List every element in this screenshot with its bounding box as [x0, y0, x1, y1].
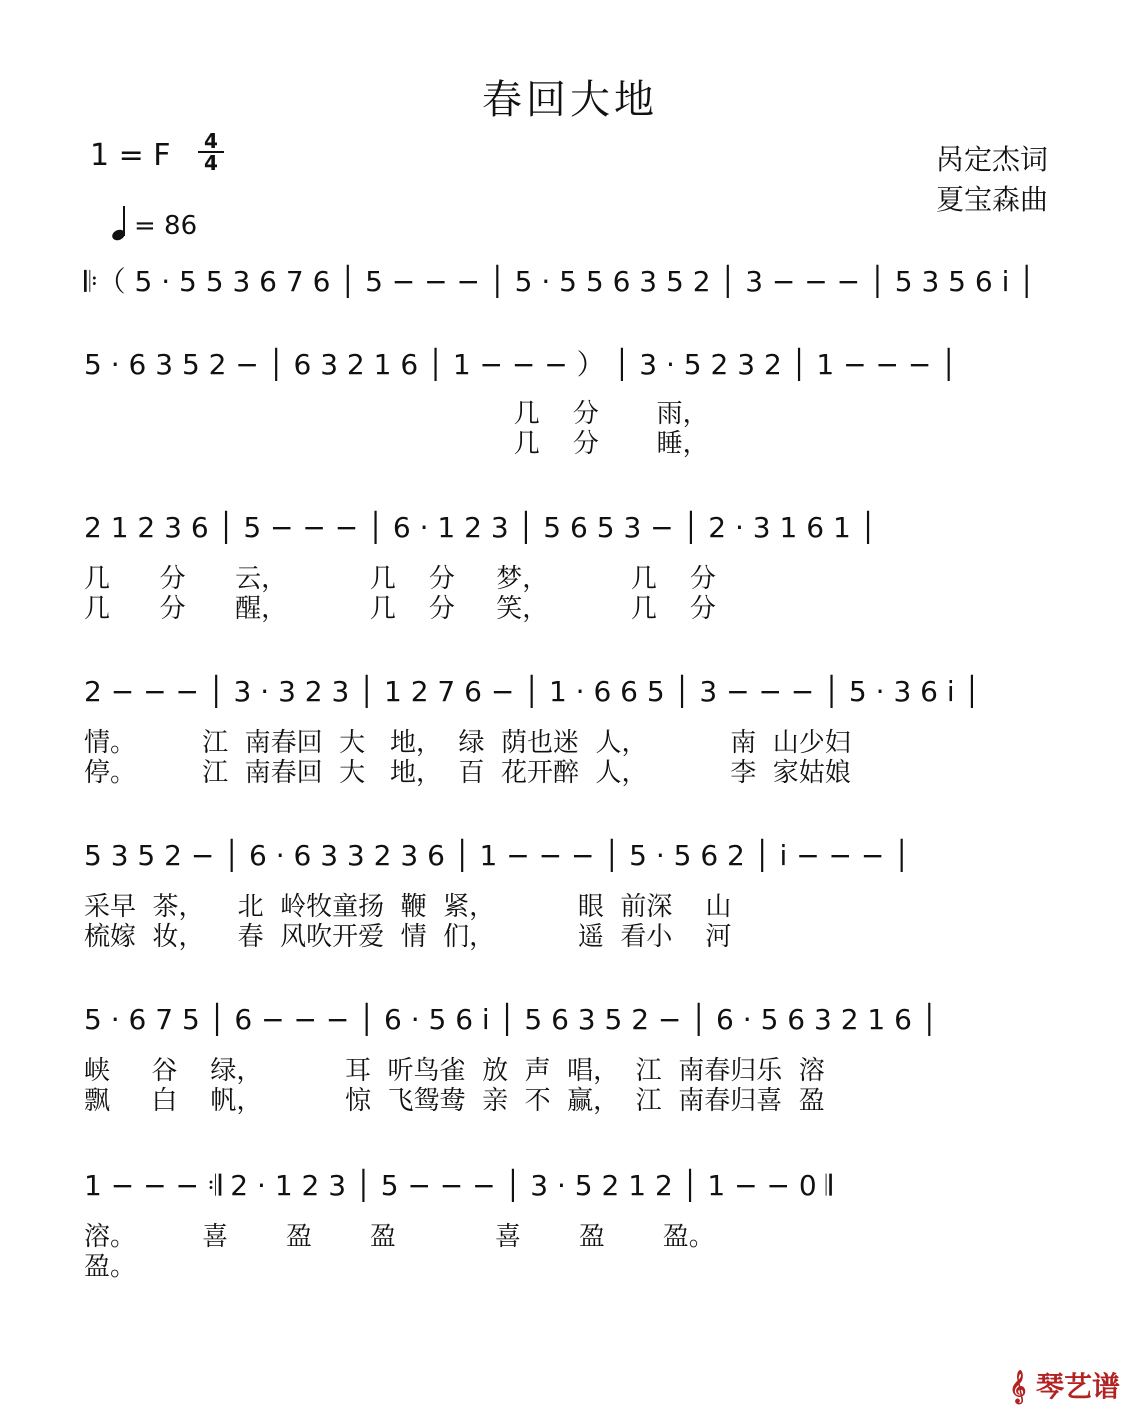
score-system-4: [84, 672, 1064, 788]
credits: [936, 140, 1048, 220]
lyric-verse-1: 峡 谷 绿， 耳 听鸟雀 放 声 唱， 江 南春归乐 溶: [84, 1056, 825, 1086]
key-signature: 1 = F: [90, 138, 171, 173]
quarter-note-icon: [112, 206, 126, 240]
lyric-verse-1: 采早 茶， 北 岭牧童扬 鞭 紧， 眼 前深 山: [84, 892, 732, 922]
time-signature: [198, 129, 224, 175]
notation-line: 5 · 6 3 5 2 − │ 6 3 2 1 6 │ 1 − − − ） │ 3 · 5 2 3 2 │ 1 − − − │: [84, 348, 958, 381]
lyric-verse-1: 几 分 雨，: [84, 399, 709, 429]
composer: 夏宝森曲: [935, 183, 1048, 216]
notation-line: 2 1 2 3 6 │ 5 − − − │ 6 · 1 2 3 │ 5 6 5 3 − │ 2 · 3 1 6 1 │: [84, 511, 877, 544]
time-signature-top: 4: [204, 129, 218, 153]
watermark-text: 琴艺谱: [1035, 1370, 1120, 1403]
notation-line: 5 · 6 7 5 │ 6 − − − │ 6 · 5 6 i │ 5 6 3 5 2 − │ 6 · 5 6 3 2 1 6 │: [84, 1003, 938, 1036]
lyric-verse-2: 停。 江 南春回 大 地， 百 花开醉 人， 李 家姑娘: [84, 758, 851, 788]
score-system-1: [84, 262, 1064, 322]
score-system-3: [84, 508, 1064, 624]
lyric-verse-2: 几 分 睡，: [84, 429, 709, 459]
lyric-verse-1: 几 分 云， 几 分 梦， 几 分: [84, 564, 716, 594]
lyric-verse-2: 盈。: [84, 1252, 137, 1282]
page-title: 春回大地: [482, 77, 658, 123]
lyricist: 呙定杰词: [935, 143, 1048, 176]
time-signature-bottom: 4: [204, 151, 218, 175]
lyric-verse-2: 飘 白 帆， 惊 飞鸳鸯 亲 不 赢， 江 南春归喜 盈: [84, 1086, 825, 1116]
score-system-6: [84, 1000, 1064, 1116]
watermark-logo: [1010, 1365, 1120, 1405]
tempo-marking: [112, 206, 197, 241]
score-system-7: [84, 1166, 1064, 1282]
lyric-verse-2: 梳嫁 妆， 春 风吹开爱 情 们， 遥 看小 河: [84, 922, 732, 952]
lyric-verse-1: 溶。 喜 盈 盈 喜 盈 盈。: [84, 1222, 715, 1252]
tempo-value: = 86: [134, 211, 198, 241]
notation-line: 5 3 5 2 − │ 6 · 6 3 3 2 3 6 │ 1 − − − │ 5 · 5 6 2 │ i − − − │: [84, 839, 911, 872]
score-system-2: [84, 345, 1064, 459]
notation-line: 1 − − − 𝄇 2 · 1 2 3 │ 5 − − − │ 3 · 5 2 1 2 │ 1 − − 0 𝄂: [84, 1169, 832, 1202]
watermark-icon: 𝄞: [1009, 1370, 1027, 1403]
notation-line: 𝄆（ 5 · 5 5 3 6 7 6 │ 5 − − − │ 5 · 5 5 6 3 5 2 │ 3 − − − │ 5 3 5 6 i │: [84, 265, 1036, 298]
notation-line: 2 − − − │ 3 · 3 2 3 │ 1 2 7 6 − │ 1 · 6 6 5 │ 3 − − − │ 5 · 3 6 i │: [84, 675, 981, 708]
lyric-verse-2: 几 分 醒， 几 分 笑， 几 分: [84, 594, 716, 624]
score-system-5: [84, 836, 1064, 952]
lyric-verse-1: 情。 江 南春回 大 地， 绿 荫也迷 人， 南 山少妇: [84, 728, 851, 758]
